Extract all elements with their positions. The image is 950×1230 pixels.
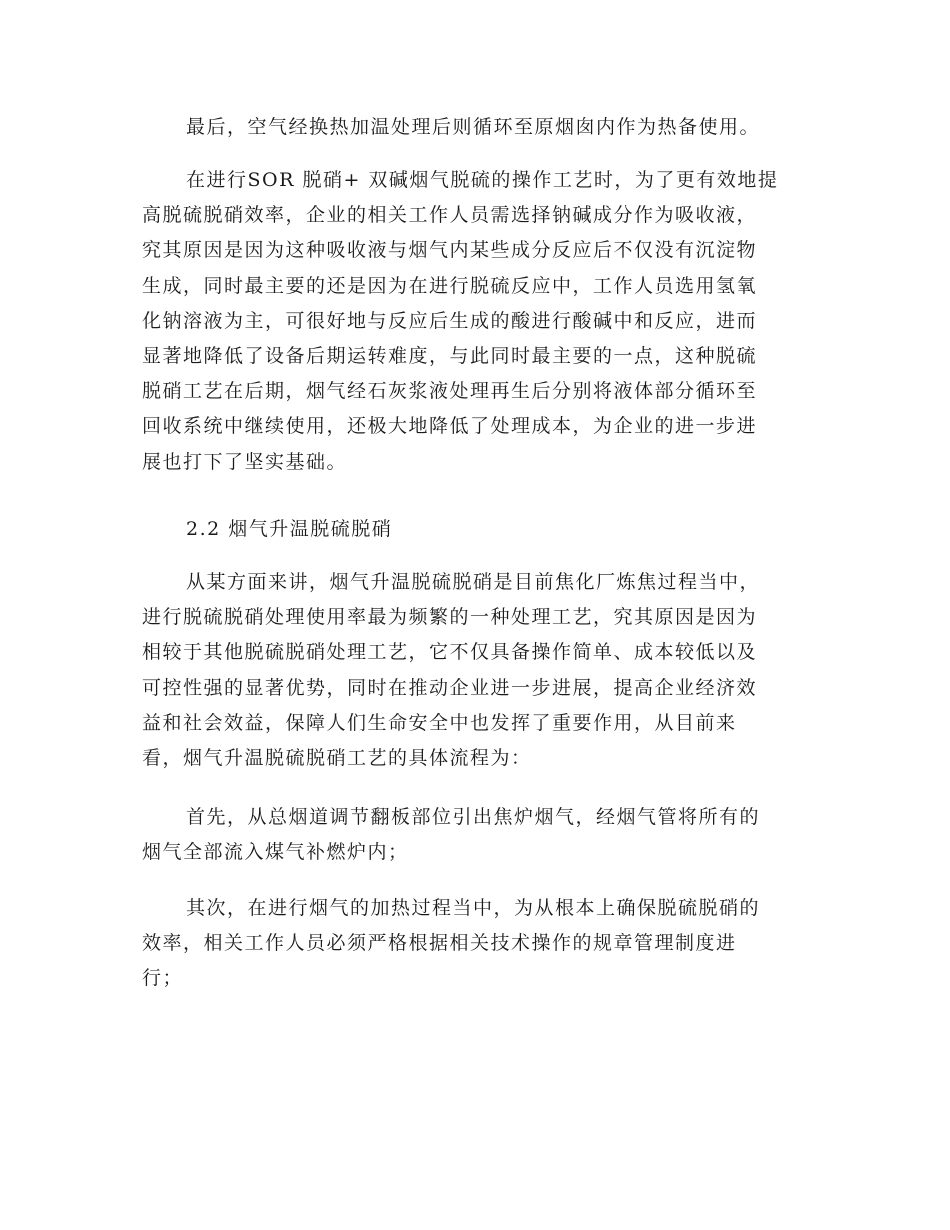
text-line: 进行脱硫脱硝处理使用率最为频繁的一种处理工艺，究其原因是因为 xyxy=(142,606,758,629)
text-line: 首先，从总烟道调节翻板部位引出焦炉烟气，经烟气管将所有的 xyxy=(186,806,761,828)
text-line: 效率，相关工作人员必须严格根据相关技术操作的规章管理制度进 xyxy=(142,932,737,955)
text-line: 看，烟气升温脱硫脱硝工艺的具体流程为： xyxy=(142,747,532,770)
text-line: 从某方面来讲，烟气升温脱硫脱硝是目前焦化厂炼焦过程当中， xyxy=(186,571,761,593)
paragraph-closing-step xyxy=(142,110,808,145)
text-line: 究其原因是因为这种吸收液与烟气内某些成分反应后不仅没有沉淀物 xyxy=(142,239,758,262)
text-line: 生成，同时最主要的还是因为在进行脱硫反应中，工作人员选用氢氧 xyxy=(142,274,758,297)
text-line: 显著地降低了设备后期运转难度，与此同时最主要的一点，这种脱硫 xyxy=(142,345,758,368)
paragraph-step-second xyxy=(142,891,808,997)
text-line: 益和社会效益，保障人们生命安全中也发挥了重要作用，从目前来 xyxy=(142,711,737,734)
section-heading-text: 2.2 烟气升温脱硫脱硝 xyxy=(186,518,393,540)
text-line: 高脱硫脱硝效率，企业的相关工作人员需选择钠碱成分作为吸收液， xyxy=(142,204,758,227)
text-line: 行； xyxy=(142,967,184,990)
text-line: 化钠溶液为主，可很好地与反应后生成的酸进行酸碱中和反应，进而 xyxy=(142,309,758,332)
text-line: 在进行SOR 脱硝+ 双碱烟气脱硫的操作工艺时，为了更有效地提 xyxy=(186,169,779,191)
text-line: 脱硝工艺在后期，烟气经石灰浆液处理再生后分别将液体部分循环至 xyxy=(142,380,758,403)
text-line: 其次，在进行烟气的加热过程当中，为从根本上确保脱硫脱硝的 xyxy=(186,897,761,919)
text-line: 回收系统中继续使用，还极大地降低了处理成本，为企业的进一步进 xyxy=(142,415,758,438)
text-line: 烟气全部流入煤气补燃炉内； xyxy=(142,841,409,864)
text-line: 最后，空气经换热加温处理后则循环至原烟囱内作为热备使用。 xyxy=(186,116,761,138)
section-heading xyxy=(142,512,808,547)
text-line: 可控性强的显著优势，同时在推动企业进一步进展，提高企业经济效 xyxy=(142,676,758,699)
paragraph-sor-process xyxy=(142,163,808,480)
text-line: 展也打下了坚实基础。 xyxy=(142,450,348,473)
paragraph-heating-overview xyxy=(142,565,808,776)
text-line: 相较于其他脱硫脱硝处理工艺，它不仅具备操作简单、成本较低以及 xyxy=(142,641,758,664)
paragraph-step-first xyxy=(142,800,808,870)
